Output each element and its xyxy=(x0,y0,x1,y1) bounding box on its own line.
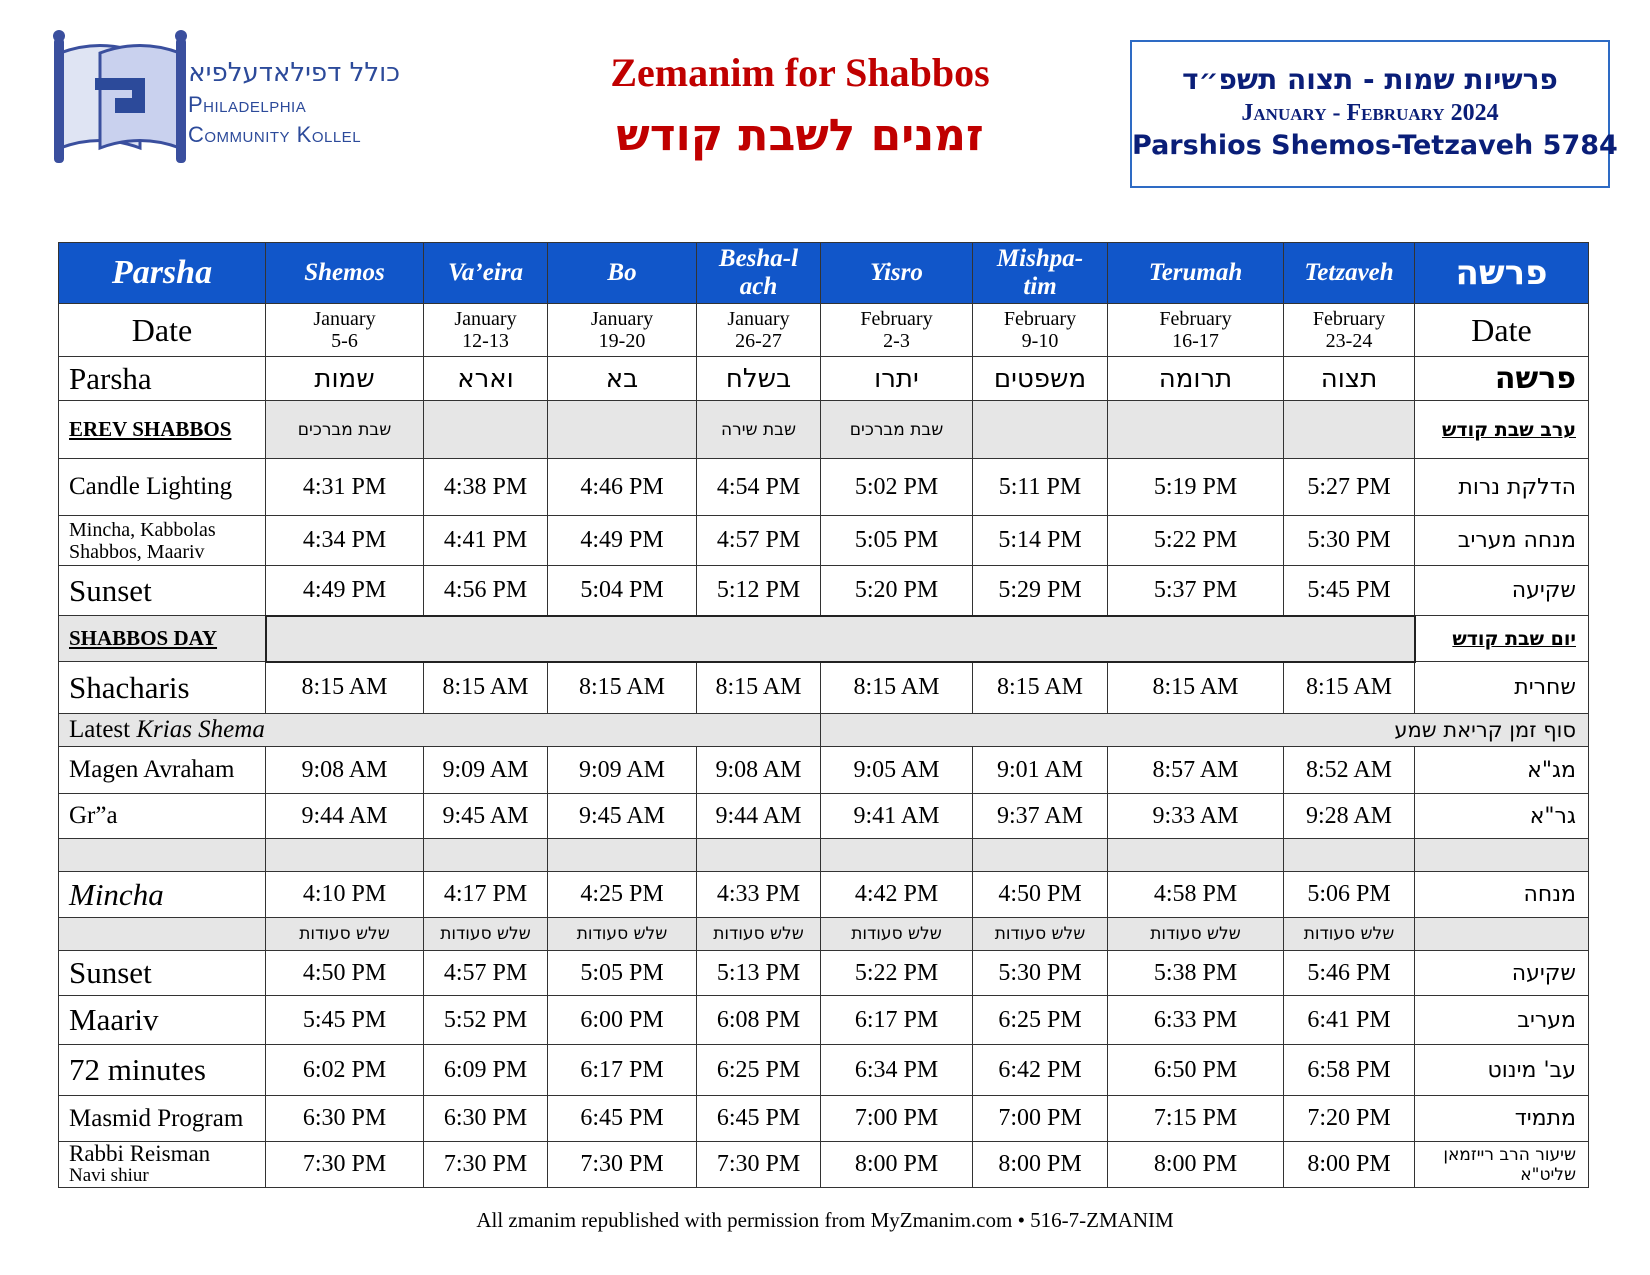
logo-hebrew-name: כולל דפילאדעלפיא xyxy=(188,58,400,88)
kollel-logo xyxy=(40,28,400,178)
parsha-label: Parsha xyxy=(59,357,266,401)
title-hebrew: זמנים לשבת קודש xyxy=(616,110,984,161)
erev-shabbos-label: EREV SHABBOS xyxy=(59,401,266,459)
time-cell: 5:45 PM xyxy=(266,996,424,1045)
time-cell: 5:30 PM xyxy=(1284,516,1415,566)
row-label: Mincha xyxy=(59,872,266,918)
time-cell: 7:00 PM xyxy=(973,1096,1108,1142)
shalosh-seudos-row xyxy=(59,918,1589,951)
date-label: Date xyxy=(59,304,266,357)
time-cell: 6:17 PM xyxy=(548,1045,697,1096)
time-cell: 8:00 PM xyxy=(1108,1142,1284,1188)
row-label: Maariv xyxy=(59,996,266,1045)
date-cell: January 26-27 xyxy=(697,304,821,357)
time-cell: 4:25 PM xyxy=(548,872,697,918)
row-label-hebrew: מתמיד xyxy=(1415,1096,1589,1142)
krias-shema-label-hebrew: סוף זמן קריאת שמע xyxy=(821,714,1589,747)
row-label-hebrew: הדלקת נרות xyxy=(1415,459,1589,516)
zemanim-table xyxy=(58,242,1589,1188)
time-cell: 7:30 PM xyxy=(266,1142,424,1188)
row-label: Magen Avraham xyxy=(59,747,266,794)
seventy-two-minutes-row xyxy=(59,1045,1589,1096)
time-cell: 6:09 PM xyxy=(424,1045,548,1096)
row-label-hebrew: מנחה xyxy=(1415,872,1589,918)
erev-note xyxy=(548,401,697,459)
header-parsha-label: Parsha xyxy=(59,243,266,304)
time-cell: 6:02 PM xyxy=(266,1045,424,1096)
erev-note: שבת מברכים xyxy=(821,401,973,459)
row-label: Sunset xyxy=(59,566,266,616)
shabbos-day-row xyxy=(59,616,1589,662)
erev-note xyxy=(1284,401,1415,459)
date-cell: January 5-6 xyxy=(266,304,424,357)
time-cell: 7:20 PM xyxy=(1284,1096,1415,1142)
parsha-hebrew: וארא xyxy=(424,357,548,401)
shalosh-seudos-note: שלש סעודות xyxy=(821,918,973,951)
row-label-hebrew: מנחה מעריב xyxy=(1415,516,1589,566)
time-cell: 8:00 PM xyxy=(821,1142,973,1188)
date-cell: January 19-20 xyxy=(548,304,697,357)
row-label: Gr”a xyxy=(59,794,266,839)
time-cell: 4:50 PM xyxy=(973,872,1108,918)
time-cell: 9:45 AM xyxy=(424,794,548,839)
erev-shabbos-row xyxy=(59,401,1589,459)
parshios-info-box xyxy=(1130,40,1618,188)
time-cell: 6:45 PM xyxy=(548,1096,697,1142)
row-label-hebrew: שקיעה xyxy=(1415,566,1589,616)
row-label-hebrew: מעריב xyxy=(1415,996,1589,1045)
erev-note: שבת מברכים xyxy=(266,401,424,459)
time-cell: 4:57 PM xyxy=(697,516,821,566)
row-label: Sunset xyxy=(59,951,266,996)
parsha-hebrew: תצוה xyxy=(1284,357,1415,401)
erev-note xyxy=(424,401,548,459)
header-parsha: Tetzaveh xyxy=(1284,243,1415,304)
page-title xyxy=(560,45,1040,171)
footer-credit: All zmanim republished with permission from MyZmanim.com • 516-7-ZMANIM xyxy=(476,1208,1174,1232)
date-cell: February 9-10 xyxy=(973,304,1108,357)
row-label-hebrew: גר"א xyxy=(1415,794,1589,839)
time-cell: 9:44 AM xyxy=(266,794,424,839)
time-cell: 5:05 PM xyxy=(548,951,697,996)
erev-note xyxy=(973,401,1108,459)
header-parsha: Mishpa-tim xyxy=(973,243,1108,304)
time-cell: 4:10 PM xyxy=(266,872,424,918)
logo-line-1: Philadelphia xyxy=(188,92,307,117)
time-cell: 6:58 PM xyxy=(1284,1045,1415,1096)
time-cell: 8:00 PM xyxy=(1284,1142,1415,1188)
date-cell: February 16-17 xyxy=(1108,304,1284,357)
time-cell: 5:27 PM xyxy=(1284,459,1415,516)
time-cell: 4:33 PM xyxy=(697,872,821,918)
shalosh-seudos-note: שלש סעודות xyxy=(697,918,821,951)
shabbos-day-label-hebrew: יום שבת קודש xyxy=(1415,616,1589,662)
row-label: 72 minutes xyxy=(59,1045,266,1096)
time-cell: 4:54 PM xyxy=(697,459,821,516)
logo-english-name xyxy=(188,90,361,150)
time-cell: 8:57 AM xyxy=(1108,747,1284,794)
time-cell: 5:22 PM xyxy=(821,951,973,996)
date-label-right: Date xyxy=(1415,304,1589,357)
time-cell: 5:04 PM xyxy=(548,566,697,616)
time-cell: 4:42 PM xyxy=(821,872,973,918)
time-cell: 5:14 PM xyxy=(973,516,1108,566)
title-english: Zemanim for Shabbos xyxy=(610,50,990,95)
time-cell: 9:28 AM xyxy=(1284,794,1415,839)
erev-note: שבת שירה xyxy=(697,401,821,459)
sunset-shabbos-row xyxy=(59,951,1589,996)
time-cell: 5:11 PM xyxy=(973,459,1108,516)
time-cell: 5:12 PM xyxy=(697,566,821,616)
logo-line-2: Community Kollel xyxy=(188,122,362,147)
time-cell: 7:30 PM xyxy=(424,1142,548,1188)
row-label-hebrew: שיעור הרב רייזמאן שליט"א xyxy=(1415,1142,1589,1188)
shalosh-seudos-note: שלש סעודות xyxy=(973,918,1108,951)
time-cell: 9:45 AM xyxy=(548,794,697,839)
time-cell: 5:29 PM xyxy=(973,566,1108,616)
time-cell: 6:50 PM xyxy=(1108,1045,1284,1096)
time-cell: 7:00 PM xyxy=(821,1096,973,1142)
time-cell: 4:31 PM xyxy=(266,459,424,516)
time-cell: 6:00 PM xyxy=(548,996,697,1045)
masmid-row xyxy=(59,1096,1589,1142)
time-cell: 4:38 PM xyxy=(424,459,548,516)
time-cell: 8:15 AM xyxy=(821,662,973,714)
parsha-row xyxy=(59,357,1589,401)
shalosh-seudos-note: שלש סעודות xyxy=(424,918,548,951)
magen-avraham-row xyxy=(59,747,1589,794)
time-cell: 5:13 PM xyxy=(697,951,821,996)
row-label: Mincha, Kabbolas Shabbos, Maariv xyxy=(59,516,266,566)
time-cell: 9:09 AM xyxy=(548,747,697,794)
info-hebrew: פרשיות שמות - תצוה תשפ״ד xyxy=(1182,63,1558,96)
time-cell: 4:17 PM xyxy=(424,872,548,918)
parsha-label-hebrew: פרשה xyxy=(1415,357,1589,401)
time-cell: 8:00 PM xyxy=(973,1142,1108,1188)
time-cell: 9:05 AM xyxy=(821,747,973,794)
time-cell: 4:58 PM xyxy=(1108,872,1284,918)
time-cell: 5:20 PM xyxy=(821,566,973,616)
parsha-hebrew: בשלח xyxy=(697,357,821,401)
time-cell: 5:06 PM xyxy=(1284,872,1415,918)
parsha-hebrew: תרומה xyxy=(1108,357,1284,401)
time-cell: 6:42 PM xyxy=(973,1045,1108,1096)
shalosh-seudos-note: שלש סעודות xyxy=(548,918,697,951)
time-cell: 4:41 PM xyxy=(424,516,548,566)
time-cell: 6:30 PM xyxy=(266,1096,424,1142)
time-cell: 5:22 PM xyxy=(1108,516,1284,566)
time-cell: 6:17 PM xyxy=(821,996,973,1045)
time-cell: 9:01 AM xyxy=(973,747,1108,794)
time-cell: 9:41 AM xyxy=(821,794,973,839)
shabbos-day-label: SHABBOS DAY xyxy=(59,616,266,662)
time-cell: 8:15 AM xyxy=(1108,662,1284,714)
time-cell: 8:52 AM xyxy=(1284,747,1415,794)
header-parsha: Terumah xyxy=(1108,243,1284,304)
krias-shema-label: Latest Krias Shema xyxy=(59,714,821,747)
parsha-hebrew: משפטים xyxy=(973,357,1108,401)
shabbos-day-band xyxy=(266,616,1415,662)
row-label-hebrew: שחרית xyxy=(1415,662,1589,714)
shalosh-seudos-note: שלש סעודות xyxy=(1108,918,1284,951)
time-cell: 6:33 PM xyxy=(1108,996,1284,1045)
info-dates: January - February 2024 xyxy=(1241,100,1499,126)
time-cell: 8:15 AM xyxy=(266,662,424,714)
time-cell: 9:08 AM xyxy=(697,747,821,794)
time-cell: 5:37 PM xyxy=(1108,566,1284,616)
time-cell: 5:02 PM xyxy=(821,459,973,516)
time-cell: 5:05 PM xyxy=(821,516,973,566)
time-cell: 5:45 PM xyxy=(1284,566,1415,616)
time-cell: 4:50 PM xyxy=(266,951,424,996)
date-cell: January 12-13 xyxy=(424,304,548,357)
header-row xyxy=(59,243,1589,304)
row-label: Masmid Program xyxy=(59,1096,266,1142)
time-cell: 8:15 AM xyxy=(1284,662,1415,714)
time-cell: 4:49 PM xyxy=(266,566,424,616)
time-cell: 8:15 AM xyxy=(424,662,548,714)
mincha-maariv-row xyxy=(59,516,1589,566)
parsha-hebrew: בא xyxy=(548,357,697,401)
erev-shabbos-label-hebrew: ערב שבת קודש xyxy=(1415,401,1589,459)
time-cell: 9:08 AM xyxy=(266,747,424,794)
time-cell: 7:15 PM xyxy=(1108,1096,1284,1142)
time-cell: 4:34 PM xyxy=(266,516,424,566)
krias-shema-row xyxy=(59,714,1589,747)
header-parsha: Yisro xyxy=(821,243,973,304)
header-parsha: Shemos xyxy=(266,243,424,304)
shalosh-seudos-note: שלש סעודות xyxy=(1284,918,1415,951)
shalosh-seudos-note: שלש סעודות xyxy=(266,918,424,951)
row-label xyxy=(59,1142,266,1188)
time-cell: 6:34 PM xyxy=(821,1045,973,1096)
time-cell: 4:56 PM xyxy=(424,566,548,616)
time-cell: 8:15 AM xyxy=(697,662,821,714)
time-cell: 5:19 PM xyxy=(1108,459,1284,516)
time-cell: 4:46 PM xyxy=(548,459,697,516)
info-english: Parshios Shemos-Tetzaveh 5784 xyxy=(1132,130,1618,161)
time-cell: 8:15 AM xyxy=(548,662,697,714)
erev-note xyxy=(1108,401,1284,459)
header-parsha-label-hebrew: פרשה xyxy=(1415,243,1589,304)
header-parsha: Va’eira xyxy=(424,243,548,304)
time-cell: 6:25 PM xyxy=(973,996,1108,1045)
time-cell: 9:44 AM xyxy=(697,794,821,839)
spacer-row xyxy=(59,839,1589,872)
time-cell: 6:41 PM xyxy=(1284,996,1415,1045)
candle-lighting-row xyxy=(59,459,1589,516)
time-cell: 8:15 AM xyxy=(973,662,1108,714)
header-parsha: Besha-lach xyxy=(697,243,821,304)
time-cell: 9:37 AM xyxy=(973,794,1108,839)
time-cell: 6:45 PM xyxy=(697,1096,821,1142)
reisman-shiur-row xyxy=(59,1142,1589,1188)
time-cell: 5:38 PM xyxy=(1108,951,1284,996)
row-label: Candle Lighting xyxy=(59,459,266,516)
time-cell: 7:30 PM xyxy=(697,1142,821,1188)
time-cell: 4:49 PM xyxy=(548,516,697,566)
reisman-label-1: Rabbi Reisman xyxy=(69,1141,211,1166)
date-row xyxy=(59,304,1589,357)
time-cell: 9:33 AM xyxy=(1108,794,1284,839)
date-cell: February 23-24 xyxy=(1284,304,1415,357)
row-label-hebrew: מג"א xyxy=(1415,747,1589,794)
shacharis-row xyxy=(59,662,1589,714)
time-cell: 5:46 PM xyxy=(1284,951,1415,996)
header-parsha: Bo xyxy=(548,243,697,304)
date-cell: February 2-3 xyxy=(821,304,973,357)
time-cell: 7:30 PM xyxy=(548,1142,697,1188)
gra-row xyxy=(59,794,1589,839)
time-cell: 6:30 PM xyxy=(424,1096,548,1142)
maariv-row xyxy=(59,996,1589,1045)
time-cell: 6:25 PM xyxy=(697,1045,821,1096)
time-cell: 6:08 PM xyxy=(697,996,821,1045)
reisman-label-2: Navi shiur xyxy=(69,1164,149,1186)
row-label-hebrew: עב' מינוט xyxy=(1415,1045,1589,1096)
sunset-friday-row xyxy=(59,566,1589,616)
time-cell: 5:30 PM xyxy=(973,951,1108,996)
time-cell: 9:09 AM xyxy=(424,747,548,794)
parsha-hebrew: יתרו xyxy=(821,357,973,401)
parsha-hebrew: שמות xyxy=(266,357,424,401)
row-label-hebrew: שקיעה xyxy=(1415,951,1589,996)
scroll-logo-icon xyxy=(40,28,200,178)
time-cell: 4:57 PM xyxy=(424,951,548,996)
time-cell: 5:52 PM xyxy=(424,996,548,1045)
row-label: Shacharis xyxy=(59,662,266,714)
mincha-row xyxy=(59,872,1589,918)
